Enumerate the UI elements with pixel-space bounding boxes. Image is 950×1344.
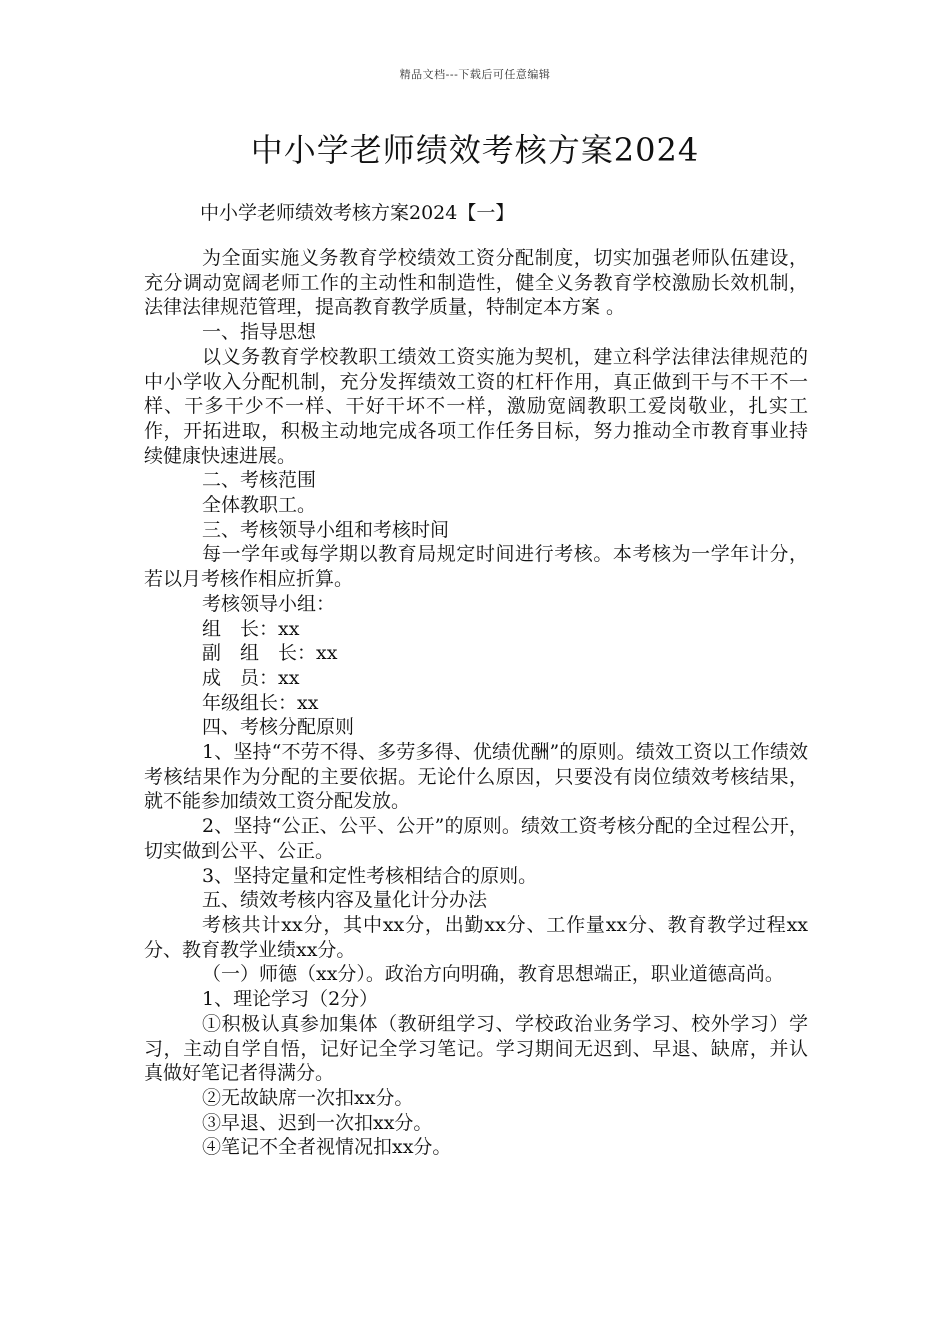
member-line: 成 员：xx (202, 666, 300, 689)
paragraph: ②无故缺席一次扣xx分。 (202, 1086, 414, 1109)
paragraph: 1、坚持“不劳不得、多劳多得、优绩优酬”的原则。绩效工资以工作绩效考核结果作为分配的主要依据。无论什么原因，只要没有岗位绩效考核结果，就不能参加绩效工资分配发放。 (144, 741, 808, 813)
paragraph: 每一学年或每学期以教育局规定时间进行考核。本考核为一学年计分，若以月考核作相应折算。 (144, 543, 808, 591)
document-title: 中小学老师绩效考核方案2024 (250, 131, 700, 169)
sub-heading: 1、理论学习（2分） (202, 988, 379, 1011)
section-heading: 五、绩效考核内容及量化计分办法 (202, 889, 488, 912)
paragraph: 以义务教育学校教职工绩效工资实施为契机，建立科学法律法律规范的中小学收入分配机制，充分发挥绩效工资的杠杆作用，真正做到干与不干不一样、干多干少不一样、干好干坏不一样，激励宽阔教职工爱岗敬业，扎实工作，开拓进取，积极主动地完成各项工作任务目标，努力推动全市教育事业持续健康快速进展。 (144, 345, 808, 467)
paragraph: 2、坚持“公正、公平、公开”的原则。绩效工资考核分配的全过程公开，切实做到公平、公正。 (144, 815, 808, 862)
paragraph: 考核领导小组： (202, 592, 336, 615)
document-body (144, 246, 808, 1160)
document-subtitle: 中小学老师绩效考核方案2024【一】 (200, 202, 515, 224)
section-heading: 四、考核分配原则 (202, 716, 355, 739)
paragraph: 为全面实施义务教育学校绩效工资分配制度，切实加强老师队伍建设，充分调动宽阔老师工作的主动性和制造性，健全义务教育学校激励长效机制，法律法律规范管理，提高教育教学质量，特制定本方案 。 (144, 247, 808, 319)
section-heading: 二、考核范围 (202, 469, 317, 492)
header-note: 精品文档---下载后可任意编辑 (399, 68, 551, 81)
section-heading: 三、考核领导小组和考核时间 (202, 518, 450, 541)
paragraph: ③早退、迟到一次扣xx分。 (202, 1111, 433, 1134)
paragraph: 全体教职工。 (202, 494, 317, 517)
paragraph: ④笔记不全者视情况扣xx分。 (202, 1136, 452, 1159)
member-line: 副 组 长：xx (202, 642, 338, 665)
member-line: 组 长：xx (202, 617, 300, 640)
paragraph: 3、坚持定量和定性考核相结合的原则。 (202, 864, 538, 887)
paragraph: ①积极认真参加集体（教研组学习、学校政治业务学习、校外学习）学习，主动自学自悟，记好记全学习笔记。学习期间无迟到、早退、缺席，并认真做好笔记者得满分。 (144, 1012, 808, 1085)
section-heading: 一、指导思想 (202, 321, 317, 344)
member-line: 年级组长：xx (202, 691, 319, 714)
paragraph: （一）师德（xx分）。政治方向明确，教育思想端正，职业道德高尚。 (202, 963, 784, 986)
paragraph: 考核共计xx分，其中xx分，出勤xx分、工作量xx分、教育教学过程xx分、教育教学业绩xx分。 (144, 913, 808, 961)
